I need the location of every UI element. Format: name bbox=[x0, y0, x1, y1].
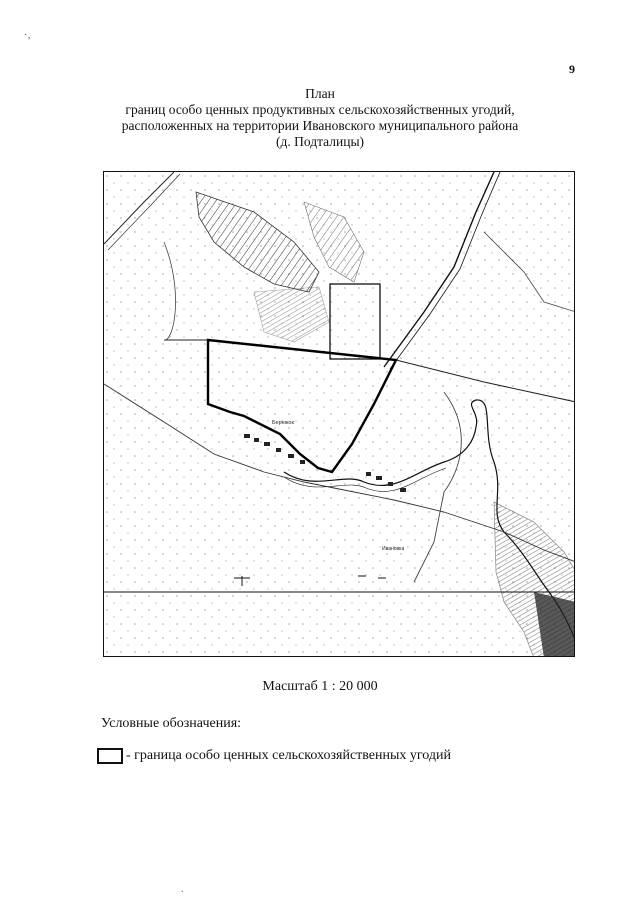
legend-item bbox=[97, 748, 451, 764]
title-line-3: расположенных на территории Ивановского муниципального района bbox=[121, 118, 519, 133]
title-line-1: План bbox=[305, 86, 335, 101]
page-number: 9 bbox=[569, 62, 575, 76]
title-line-2: границ особо ценных продуктивных сельскохозяйственных угодий, bbox=[125, 102, 515, 117]
scan-artifact-mark-bottom: . bbox=[181, 884, 184, 895]
map-label-river: Ивановка bbox=[382, 546, 405, 552]
map-label-village: Бережок bbox=[272, 420, 294, 426]
scan-artifact-mark: ·‚ bbox=[24, 30, 31, 41]
map-frame bbox=[103, 171, 575, 657]
legend-item-label: - граница особо ценных сельскохозяйственных угодий bbox=[126, 748, 452, 763]
scale-label: Масштаб 1 : 20 000 bbox=[262, 679, 378, 694]
legend-title: Условные обозначения: bbox=[101, 716, 242, 731]
document-title bbox=[80, 86, 560, 150]
title-line-4: (д. Подталицы) bbox=[275, 134, 365, 149]
map-drawing bbox=[104, 172, 575, 657]
legend-boundary-swatch bbox=[97, 748, 123, 764]
